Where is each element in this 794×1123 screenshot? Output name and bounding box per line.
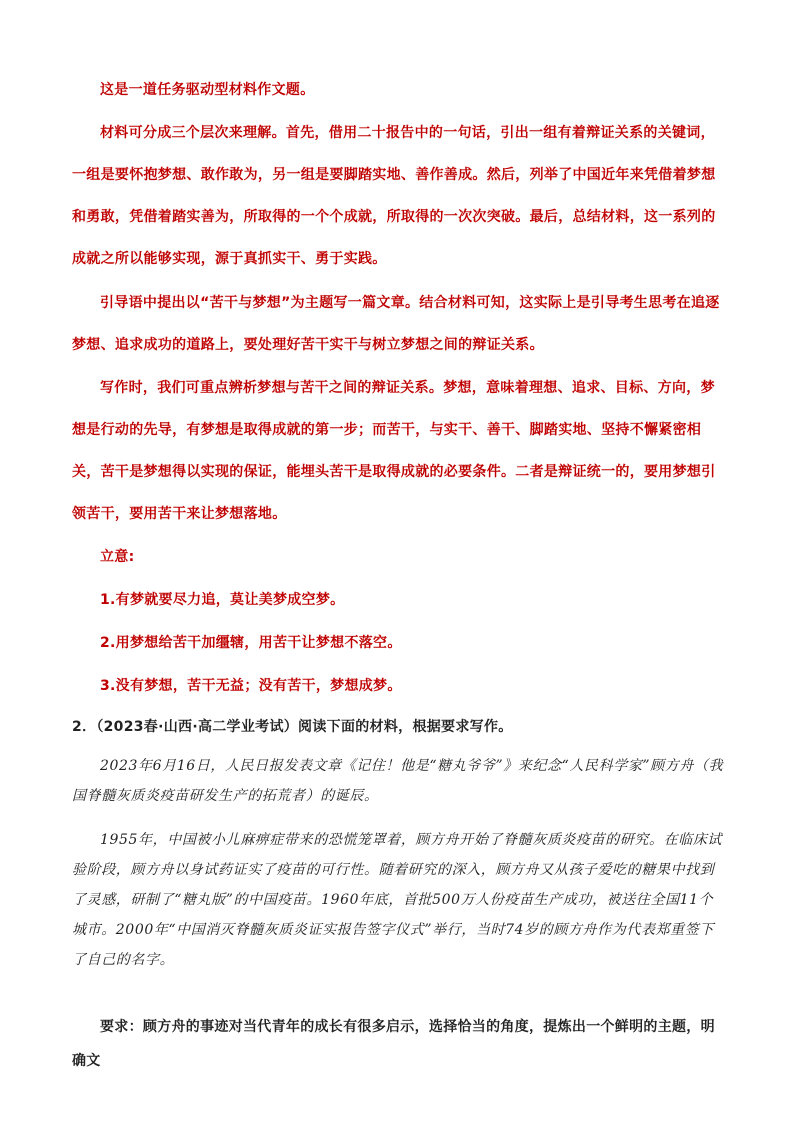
lizhi-item-3: 3.没有梦想，苦干无益；没有苦干，梦想成梦。: [100, 678, 402, 694]
lizhi-item-2: 2.用梦想给苦干加缰辖，用苦干让梦想不落空。: [100, 635, 402, 651]
material-paragraph-1: 2023年6月16日，人民日报发表文章《记住！他是“糖丸爷爷”》来纪念“人民科学家”顾方舟（我国脊髓灰质炎疫苗研发生产的拓荒者）的诞辰。: [72, 758, 724, 804]
guide-analysis-paragraph: 引导语中提出以“苦干与梦想”为主题写一篇文章。结合材料可知，这实际上是引导考生思考在追逐梦想、追求成功的道路上，要处理好苦干实干与树立梦想之间的辩证关系。: [72, 295, 720, 353]
material-analysis-paragraph: 材料可分成三个层次来理解。首先，借用二十报告中的一句话，引出一组有着辩证关系的关键词，一组是要怀抱梦想、敢作敢为，另一组是要脚踏实地、善作善成。然后，列举了中国近年来凭借着梦想和勇敢，凭借着踏实善为，所取得的一个个成就，所取得的一次次突破。最后，总结材料，这一系列的成就之所以能够实现，源于真抓实干、勇于实践。: [72, 125, 716, 267]
question-2-header: 2．（2023春·山西·高二学业考试）阅读下面的材料，根据要求写作。: [72, 719, 513, 735]
lizhi-item-1: 1.有梦就要尽力追，莫让美梦成空梦。: [100, 592, 345, 608]
intro-paragraph: 这是一道任务驱动型材料作文题。: [100, 82, 315, 98]
material-paragraph-2: 1955年，中国被小儿麻痹症带来的恐慌笼罩着，顾方舟开始了脊髓灰质炎疫苗的研究。在临床试验阶段，顾方舟以身试药证实了疫苗的可行性。随着研究的深入，顾方舟又从孩子爱吃的糖果中找到了灵感，研制了“糖丸版”的中国疫苗。1960年底，首批500万人份疫苗生产成功，被送往全国11个城市。2000年“中国消灭脊髓灰质炎证实报告签字仪式”举行，当时74岁的顾方舟作为代表郑重签下了自己的名字。: [72, 832, 723, 968]
requirement-paragraph: 要求：顾方舟的事迹对当代青年的成长有很多启示，选择恰当的角度，提炼出一个鲜明的主题，明确文: [72, 1019, 715, 1069]
writing-advice-paragraph: 写作时，我们可重点辨析梦想与苦干之间的辩证关系。梦想，意味着理想、追求、目标、方向，梦想是行动的先导，有梦想是取得成就的第一步；而苦干，与实干、善干、脚踏实地、坚持不懈紧密相关，苦干是梦想得以实现的保证，能埋头苦干是取得成就的必要条件。二者是辩证统一的，要用梦想引领苦干，要用苦干来让梦想落地。: [72, 380, 716, 522]
lizhi-heading: 立意:: [100, 549, 135, 565]
